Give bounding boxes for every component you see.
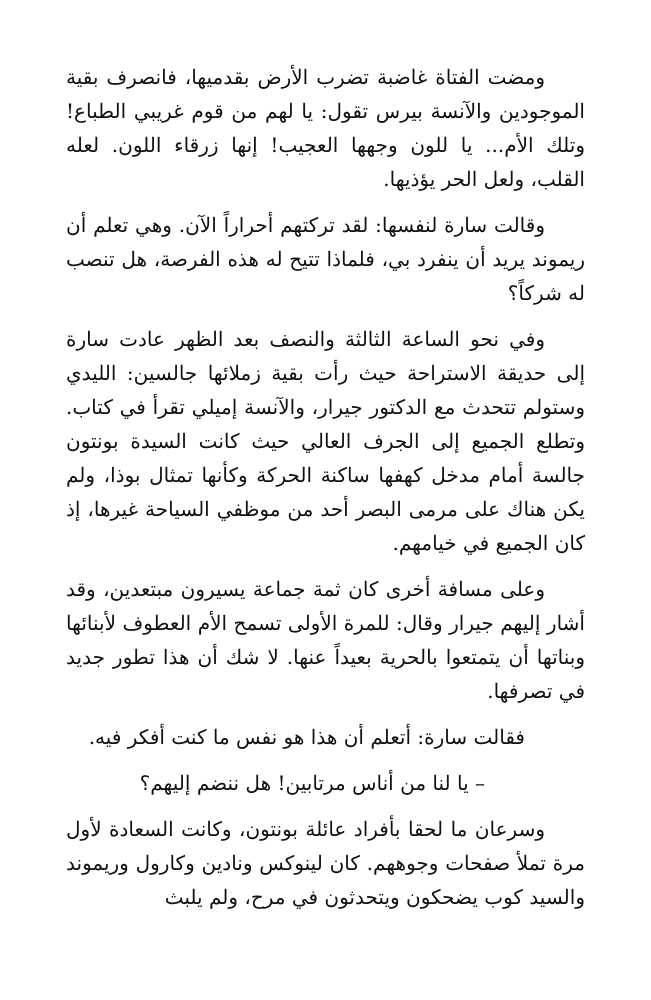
paragraph: – يا لنا من أناس مرتابين! هل ننضم إليهم؟	[139, 771, 485, 795]
paragraph: فقالت سارة: أتعلم أن هذا هو نفس ما كنت أفكر فيه.	[88, 725, 525, 749]
paragraph: وفي نحو الساعة الثالثة والنصف بعد الظهر عادت سارة إلى حديقة الاستراحة حيث رأت بقية زملائها جالسين: الليدي وستولم تتحدث مع الدكتور جيرار، والآنسة إميلي تقرأ في كتاب. وتطلع الجميع إلى الجرف العالي حيث كانت السيدة بونتون جالسة أمام مدخل كهفها ساكنة الحركة وكأنها تمثال بوذا، ولم يكن هناك على مرمى البصر أحد من موظفي السياحة غيرها، إذ كان الجميع في خيامهم.	[66, 327, 585, 555]
paragraph: وعلى مسافة أخرى كان ثمة جماعة يسيرون مبتعدين، وقد أشار إليهم جيرار وقال: للمرة الأولى تسمح الأم العطوف لأبنائها وبناتها أن يتمتعوا بالحرية بعيداً عنها. لا شك أن هذا تطور جديد في تصرفها.	[66, 577, 585, 703]
paragraph: وقالت سارة لنفسها: لقد تركتهم أحراراً الآن. وهي تعلم أن ريموند يريد أن ينفرد بي، فلماذا تتيح له هذه الفرصة، هل تنصب له شركاً؟	[66, 213, 585, 305]
paragraph: ومضت الفتاة غاضبة تضرب الأرض بقدميها، فانصرف بقية الموجودين والآنسة بيرس تقول: يا لهم من قوم غريبي الطباع! وتلك الأم... يا للون وجهها العجيب! إنها زرقاء اللون. لعله القلب، ولعل الحر يؤذيها.	[66, 65, 585, 191]
paragraph: وسرعان ما لحقا بأفراد عائلة بونتون، وكانت السعادة لأول مرة تملأ صفحات وجوههم. كان لينوكس ونادين وكارول وريموند والسيد كوب يضحكون ويتحدثون في مرح، ولم يلبث	[66, 817, 585, 909]
book-page	[66, 60, 585, 926]
